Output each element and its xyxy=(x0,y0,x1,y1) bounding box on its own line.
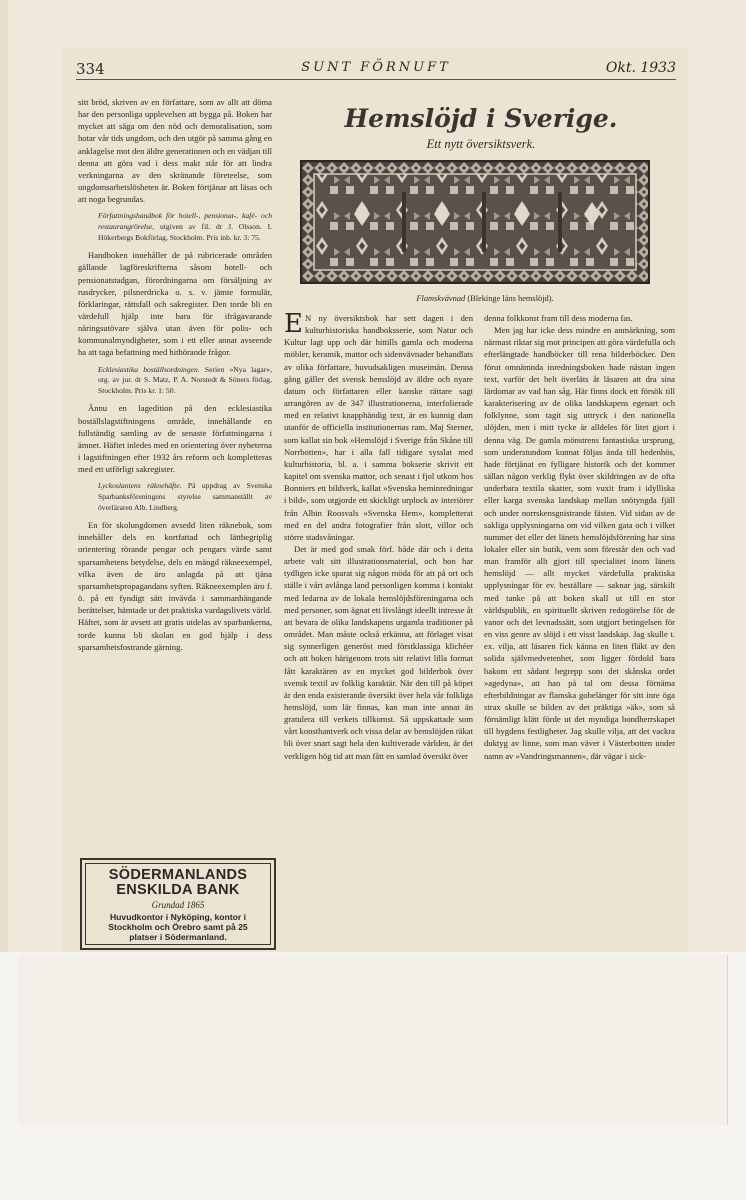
book-details: utgiven av fil. dr J. Olsson. I. Hökerbergs Bokförlag, Stockholm. Pris inb. kr. 3: 75. xyxy=(98,222,272,242)
bank-name-line2: ENSKILDA BANK xyxy=(116,882,240,898)
caption-title: Flamskvävnad xyxy=(416,294,466,303)
drop-cap: E xyxy=(284,309,303,339)
article-subtitle: Ett nytt översiktsverk. xyxy=(426,137,536,151)
journal-title: SUNT FÖRNUFT xyxy=(301,60,451,75)
page-fold xyxy=(18,955,728,1125)
paragraph: Men jag har icke dess mindre en anmärkning, som närmast riktar sig mot principen att göra värdefulla och efterlängtade handböcker till rena bilderböcker. Den förut omnämnda inredningsboken hade nästan ingen text, varför det helt överläts åt läsaren att dra sina lärdomar av vad han såg. Här finns dock ett försök till karakterisering av de olika landskapens egenart och folklynne, som tagit sig uttryck i den nationella slöjden, men i mitt tycke är alldeles för litet gjort i denna väg. De gamla mönstrens fantastiska ursprung, som understundom kunnat följas ända till hedenhös, hade förtjänat en fylligare historik och det kommer sällan någon verklig flykt över skildringen av de ofta underbara textila skatter, som vuxit fram i idylliska eller karga svenska landskap mellan snötyngda fjäll och under norrskensgnistrande fästen. Vid sidan av de sakliga upplysningarna om vid vilken gata och i vilket nummer det eller det länets hemslöjdsförening har sina lokaler eller sin butik, vem som förestår den och vad man framför allt gjort till specialitet inom länets hemslöjd — allt mycket värdefulla praktiska upplysningar för ev. beställare — saknar jag, särskilt med tanke på att boken skall ut till en stor världspublik, en spirituellt skriven redogörelse för de vanor och det levnadssätt, som utgjort betingelsen för en viss genre av slöjd i ett visst landskap. Jag skulle t. ex. vilja, att läsaren fick känna en liten fläkt av den solida självmedvetenhet, som ligger fördold bara bakom ett sådant begrepp som det skånska ordet »agedyna», att han på tal om dessa förnäma efterbildningar av flamska gobelänger för sitt inre öga strax skulle se bilden av det präktiga »äk», som så förnämligt klätt förde ut det myndiga bondherrskapet till bygdens festligheter. Jag skulle vilja, att det vackra duktyg av linne, som man väver i Västerbotten under namn av »Vandringsmannen», där vägar i sick- xyxy=(484,325,675,761)
book-entry xyxy=(78,365,272,397)
issue-date: Okt. 1933 xyxy=(605,60,676,76)
book-details: Serien »Nya lagar», utg. av jur. dr S. Matz, P. A. Norstedt & Söners förlag, Stockholm. Pris kr. 1: 50. xyxy=(98,364,272,395)
flamskvavnad-image xyxy=(302,162,648,282)
book-details: På uppdrag av Svenska Sparbanksföreningens styrelse sammanställt av överläraren Alb. Lindberg. xyxy=(98,481,272,512)
ad-details xyxy=(86,912,270,942)
book-title: Lyckoslantens räknehäfte. xyxy=(98,481,182,491)
ad-line: Huvudkontor i Nyköping, kontor i xyxy=(109,912,247,922)
paragraph: Handboken innehåller de på rubricerade områden gällande lagföreskrifterna såsom hotell- och pensionatstadgan, förordningarna om försäljning av rusdrycker, pilsnerdricka o. s. v. jämte formulär, förklaringar, rättsfall och sakregister. Den torde bli en värdefull hjälp inte bara för ifrågavarande näringsutövare själva utan även för polis- och kommunalmyndigheter, som i ett eller annat avseende ha att taga befattning med hithörande frågor. xyxy=(78,250,272,358)
ad-frame xyxy=(85,863,271,945)
paragraph: sitt bröd, skriven av en författare, som av allt att döma har den personliga upplevelsen att bygga på. Boken har mycket att säga om den nöd och demoralisation, som hotar vår tids ungdom, och den utgör på samma gång en anklagelse mot den äldre generationen och en vädjan till denna att göra vad i dess makt står för att lindra verkningarna av den skränande företeelse, som ungdomsarbetslösheten är. Boken förtjänar att läsas och att noga begrundas. xyxy=(78,97,272,205)
paragraph: Ännu en lagedition på den ecklesiastika boställslagstiftningens område, innehållande en fullständig samling av de senaste författningarna i ämnet. Häftet inledes med en orientering över nyheterna i lagstiftningen efter 1932 års reform och kompletteras med ett utförligt sakregister. xyxy=(78,403,272,475)
ad-line: Stockholm och Örebro samt på 25 xyxy=(108,922,248,932)
rug-illustration xyxy=(300,160,650,284)
caption-source: (Blekinge läns hemslöjd). xyxy=(467,294,554,303)
paragraph: En för skolungdomen avsedd liten räknebok, som innehåller dels en kortfattad och lättbegriplig orientering rörande pengar och pengars värde samt sparsamhetens betydelse, dels en mängd räkneexempel, vilka även de äro anlagda på att tjäna sparsamhetspropagandans syften. Räkneexemplen äro f. ö. på ett fyndigt sätt invävda i sammanhängande berättelser, hämtade ur det praktiska vardagslivets värld. Häftet, som är avsett att gratis utdelas av sparbankerna, torde kunna bli skolan en god hjälp i dess sparsamhetsfostrande gärning. xyxy=(78,520,272,652)
column-left xyxy=(78,96,272,653)
image-caption xyxy=(290,294,680,303)
paragraph xyxy=(284,309,473,543)
ad-line: platser i Södermanland. xyxy=(129,932,227,942)
book-entry xyxy=(78,481,272,513)
page-header xyxy=(76,58,676,80)
book-title: Ecklesiastika boställsordningen. xyxy=(98,364,200,374)
scan-edge xyxy=(0,0,8,952)
column-right xyxy=(484,312,675,762)
page-number: 334 xyxy=(76,60,105,78)
bank-name-line1: SÖDERMANLANDS xyxy=(108,867,248,883)
paragraph-text: N ny översiktsbok har sett dagen i den kulturhistoriska handboksserie, som Natur och Kultur lagt upp och där hittills gamla och moderna möbler, keramik, mattor och sidenvävnader behandlats av olika författare, huvudsakligen museimän. Denna gång gäller det svensk hemslöjd av äldre och nyare datum och författaren eller kanske rättare sagt arrangören av de 347 illustrationerna, interfolierade med en relativt knapphändig text, är en kunnig dam utanför de officiella institutionernas ram. Maj Sterner, som kallat sin bok »Hemslöjd i Sverige från Skåne till Norrbotten», har i alla fall tidigare sysslat med kulturhistoria, bl. a. i samma bokserie skrivit ett kapitel om svenska mattor, och senast i fjol utkom hos Bonniers ett bildverk, kallat »Svenska heminredningar i bild», som utgjorde ett skickligt urplock av interiörer från Albin Roosvals »Svenska Hem», kompletterat med en del andra fotografier från slott, villor och större stadsvåningar. xyxy=(284,313,473,542)
column-middle xyxy=(284,309,473,762)
article-title: Hemslöjd i Sverige. xyxy=(344,104,618,133)
book-title: Författningshandbok för hotell-, pensionat-, kafé- och restaurangrörelse, xyxy=(98,211,272,231)
bank-advertisement xyxy=(80,858,276,950)
paragraph: Det är med god smak förf. både där och i detta arbete valt sitt illustrationsmaterial, och hon har tydligen icke sparat sig någon möda för att på ort och ställe i vårt avlånga land personligen komma i kontakt med ledarna av de lokala hemslöjdsföreningarna och med personer, som ägnat ett livslångt ideellt intresse åt att bevara de olika landskapens urgamla traditioner på området. Man måste också erkänna, att förlaget visat sig synnerligen generöst med förstklassiga klichéer och att boken härigenom trots sitt relativt lilla format fått karaktären av en mycket god bilderbok över svensk textil av folklig karaktär. När den till på köpet är den enda existerande översikt över hela vår folkliga hemslöjd, som lär finnas, kan man inte annat än gratulera till verkets tillkomst. Så uppskattade som vårt konsthantverk och vissa delar av hemslöjden räkat bli över snart sagt hela den kultiverade världen, är det verkligen hög tid att man fått en samlad översikt över xyxy=(284,543,473,761)
book-entry xyxy=(78,211,272,243)
established-year: Grundad 1865 xyxy=(151,900,205,910)
paragraph: denna folkkonst fram till dess moderna fas. xyxy=(484,313,633,323)
